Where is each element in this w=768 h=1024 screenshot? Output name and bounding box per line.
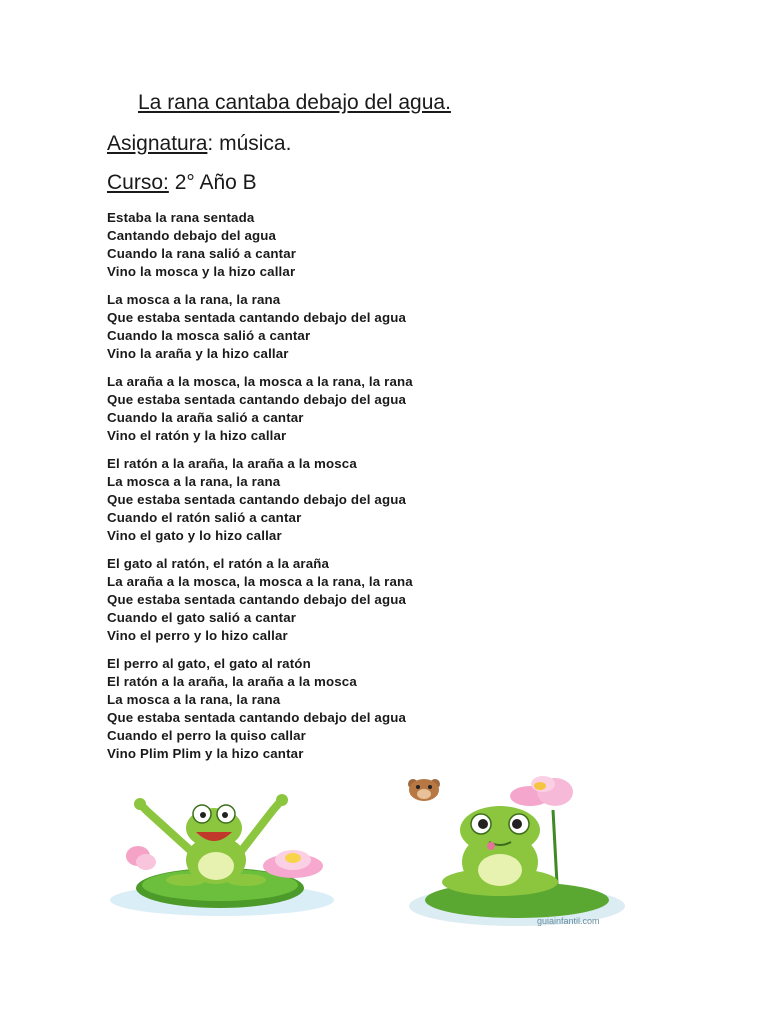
frog-lily-pad-illustration: [108, 788, 336, 918]
lyric-line: Cuando la rana salió a cantar: [107, 246, 297, 261]
lyric-line: El ratón a la araña, la araña a la mosca: [107, 674, 357, 689]
course-value: 2° Año B: [168, 171, 257, 194]
frog-lotus-illustration: [405, 774, 625, 926]
lyric-line: Vino el gato y lo hizo callar: [107, 528, 282, 543]
lyric-line: Que estaba sentada cantando debajo del agua: [107, 492, 407, 507]
lyric-line: Cuando la araña salió a cantar: [107, 410, 304, 425]
subject-label: Asignatura: [107, 132, 208, 155]
lyrics: [107, 209, 413, 773]
lyric-line: Vino el perro y lo hizo callar: [107, 628, 288, 643]
stanza: [107, 455, 413, 545]
lyric-line: Vino la mosca y la hizo callar: [107, 264, 296, 279]
stanza: [107, 373, 413, 445]
stanza: [107, 209, 413, 281]
stanza: [107, 291, 413, 363]
lyric-line: Que estaba sentada cantando debajo del agua: [107, 710, 407, 725]
course-line: [107, 171, 257, 195]
stanza: [107, 655, 413, 763]
lyric-line: Cuando la mosca salió a cantar: [107, 328, 311, 343]
lyric-line: Vino el ratón y la hizo callar: [107, 428, 287, 443]
subject-value: : música.: [207, 132, 292, 155]
lyric-line: Vino Plim Plim y la hizo cantar: [107, 746, 304, 761]
lyric-line: El gato al ratón, el ratón a la araña: [107, 556, 330, 571]
subject-line: [107, 132, 291, 156]
lyric-line: El ratón a la araña, la araña a la mosca: [107, 456, 357, 471]
lyric-line: Que estaba sentada cantando debajo del agua: [107, 392, 407, 407]
stanza: [107, 555, 413, 645]
watermark-text: guiainfantil.com: [537, 916, 600, 926]
lyric-line: La mosca a la rana, la rana: [107, 474, 281, 489]
lyric-line: Cuando el perro la quiso callar: [107, 728, 306, 743]
lyric-line: Cantando debajo del agua: [107, 228, 277, 243]
lyric-line: Que estaba sentada cantando debajo del agua: [107, 592, 407, 607]
lyric-line: Vino la araña y la hizo callar: [107, 346, 289, 361]
lyric-line: La mosca a la rana, la rana: [107, 292, 281, 307]
lyric-line: Cuando el gato salió a cantar: [107, 610, 297, 625]
song-title: La rana cantaba debajo del agua.: [138, 91, 451, 114]
lyric-line: El perro al gato, el gato al ratón: [107, 656, 311, 671]
lyric-line: Cuando el ratón salió a cantar: [107, 510, 302, 525]
lyric-line: Estaba la rana sentada: [107, 210, 255, 225]
course-label: Curso:: [107, 171, 169, 194]
lyric-line: La araña a la mosca, la mosca a la rana, la rana: [107, 374, 413, 389]
lyric-line: La mosca a la rana, la rana: [107, 692, 281, 707]
lyric-line: Que estaba sentada cantando debajo del agua: [107, 310, 407, 325]
lyric-line: La araña a la mosca, la mosca a la rana, la rana: [107, 574, 413, 589]
